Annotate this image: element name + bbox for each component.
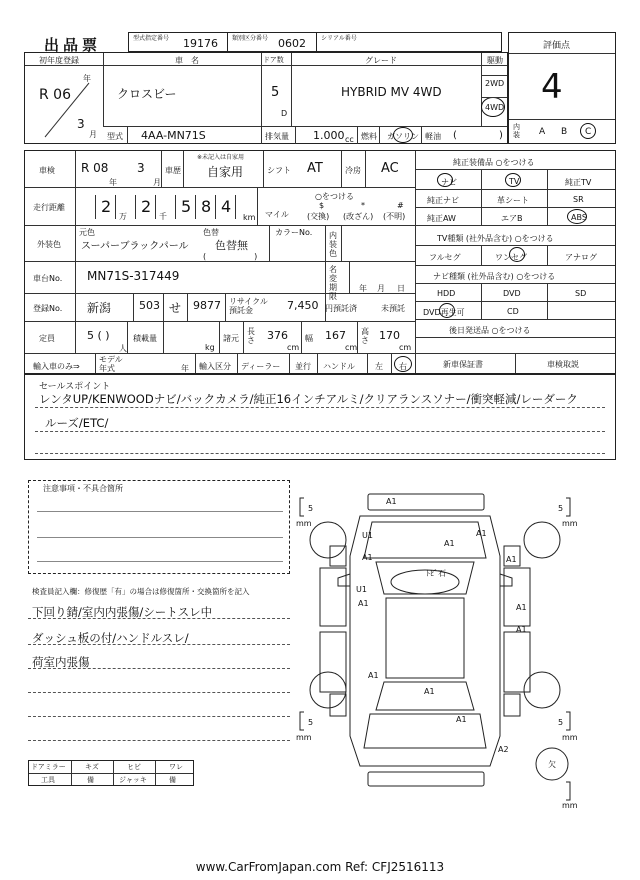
handle-right-circle [394,356,412,372]
interior-c: C [585,127,592,137]
tread-front-right-unit: mm [562,519,578,528]
plate-kana: せ [169,301,182,315]
tread-front-left-unit: mm [296,519,312,528]
tread-rear-left: 5 [308,718,314,727]
mark-chip: ﾄﾋﾞ石 [426,569,446,578]
length: 376 [267,329,288,342]
use-type: 自家用 [207,165,244,179]
grade: HYBRID MV 4WD [341,85,442,99]
chassis-number: MN71S-317449 [87,269,180,283]
tread-spare-unit: mm [562,801,578,810]
car-name: クロスビー [117,87,177,101]
color-change: 色替無 [215,239,248,252]
score-box: 評価点 4 内装 A B C [508,32,616,144]
plate-number: 9877 [193,299,221,312]
air-con: AC [381,161,399,176]
footer-reference: www.CarFromJapan.com Ref: CFJ2516113 [195,860,445,874]
doors: 5 [271,85,280,100]
original-color: スーパーブラックパール [81,241,189,252]
shaken-month: 3 [137,161,145,175]
inspector-note: 検査員記入欄：修復歴「有」の場合は修復箇所・交換箇所を記入 [32,587,250,596]
mileage-digit-4: 8 [201,197,212,216]
score-value: 4 [541,67,563,107]
notes-box: 注意事項・不具合箇所 [28,480,290,574]
inspector-line-1: 下回り錆/室内内張傷/シートスレ中 [32,605,213,619]
sheet-title: 出品票 [44,36,102,54]
drive-4wd-circle [481,97,505,117]
tread-rear-left-unit: mm [296,733,312,742]
sales-point-line-1: レンタUP/KENWOODナビ/バックカメラ/純正16インチアルミ/クリアランスソナー/衝突軽減/レーダーク [39,392,578,406]
first-reg-month: 3 [77,117,85,131]
mark-hood-left: A1 [444,539,455,548]
mark-rear-door-right: A1 [516,625,527,634]
recycle-fee: 7,450 [287,299,319,312]
first-reg-era: R 06 [39,87,71,103]
height: 170 [379,329,400,342]
mark-rear-mid: A1 [424,687,435,696]
interior-c-circle [580,123,596,139]
width: 167 [325,329,346,342]
type-number: 19176 [183,37,218,50]
navi-dvd-circle [439,303,455,318]
interior-b: B [561,127,568,137]
shift: AT [307,161,323,176]
sales-point-box: セールスポイント レンタUP/KENWOODナビ/バックカメラ/純正16インチアルミ/クリアランスソナー/衝突軽減/レーダーク ルーズ/ETC/ [24,374,616,460]
mileage-digit-5: 4 [221,197,232,216]
mark-rear: A1 [456,715,467,724]
tread-front-left: 5 [308,504,314,513]
tv-oneseg-circle [509,247,525,262]
car-damage-diagram [290,486,620,816]
model-code: 4AA-MN71S [141,129,206,142]
type-number-box: 型式指定番号 19176 [128,32,228,52]
tread-rear-right-unit: mm [562,733,578,742]
plate-class: 503 [139,299,160,312]
plate-pref: 新潟 [87,301,112,315]
mileage-digit-3: 5 [181,197,192,216]
displacement: 1.000 [313,129,345,142]
mark-front-door-left: A1 [358,599,369,608]
mileage-digit-1: 2 [101,197,112,216]
equip-abs-circle [567,209,587,224]
vehicle-block: 初年度登録 R 06 年 3 月 車 名 クロスビー ドア数 5 D グレード HYBRID MV 4WD 駆動 2WD 4WD 型式 4AA-MN71S 排気量 1.000 cc 燃料 ガソリン 軽油 ( ) [24,52,508,144]
tread-rear-right: 5 [558,718,564,727]
inspector-line-3: 荷室内張傷 [32,655,90,669]
mark-hood-right: A1 [476,529,487,538]
class-number: 0602 [278,37,306,50]
drive-2wd: 2WD [485,79,505,88]
inspector-line-2: ダッシュ板の付/ハンドルスレ/ [32,631,189,645]
mark-front-door-right: A1 [516,603,527,612]
serial-box: シリアル番号 [316,32,502,52]
mark-u1-front: U1 [362,531,373,540]
spare-missing: 欠 [548,760,556,769]
mileage-digit-2: 2 [141,197,152,216]
sales-point-line-2: ルーズ/ETC/ [45,416,109,430]
mark-front-fender-right: A1 [506,555,517,564]
score-label: 評価点 [543,41,571,51]
drive-4wd: 4WD [485,103,505,112]
mark-front: A1 [386,497,397,506]
fuel-gasoline: ガソリン [387,132,419,141]
capacity: 5 ( ) [87,329,110,342]
equip-tv-circle [505,173,521,187]
class-number-box: 類別区分番号 0602 [227,32,317,52]
equip-navi-circle [437,173,453,187]
tread-front-right: 5 [558,504,564,513]
mark-rear-left: A1 [368,671,379,680]
fuel-gasoline-circle [393,127,413,143]
shaken-era: R 08 [81,161,109,175]
mark-front-left: A1 [362,553,373,562]
mark-front-door-left-u: U1 [356,585,367,594]
legend-table: ドアミラー キズ ヒビ ワレ 工具 備 ジャッキ 備 [28,760,194,786]
interior-a: A [539,127,546,137]
mark-rear-bumper: A2 [498,745,509,754]
spec-table: 車検 R 08 年 3 月 車歴 ※未記入は自家用 自家用 シフト AT 冷房 AC 走行距離 2 万 2 千 5 8 4 km ○をつける マイル $ (交換) * (改ざん) # (不明) 外装色 元色 スーパーブラックパール 色替 色替無 ( ) カラーNo. 内装色 車台No. MN71S-317449 名変期限 年 月 日 登録No. 新潟 503 せ 9877 リサイクル預託金 7,450 円預託済 未預託 定員 5 ( ) 人 積載量 kg 諸元 長さ 376 cm 幅 167 cm 高さ 170 cm 輸入車のみ⇒ モデル年式 年 輸入区分 ディーラー 並行 ハンドル 左 右 純正装備品 ○をつける ナビ TV 純正TV 純正ナビ 革シート SR 純正AW エアB ABS TV種類 (社外品含む) ○をつける フルセグ ワンセグ アナログ ナビ種類 (社外品含む) ○をつける HDD DVD SD DVD再生可 CD 後日発送品 ○をつける 新車保証書 車検取説 [24,150,616,374]
